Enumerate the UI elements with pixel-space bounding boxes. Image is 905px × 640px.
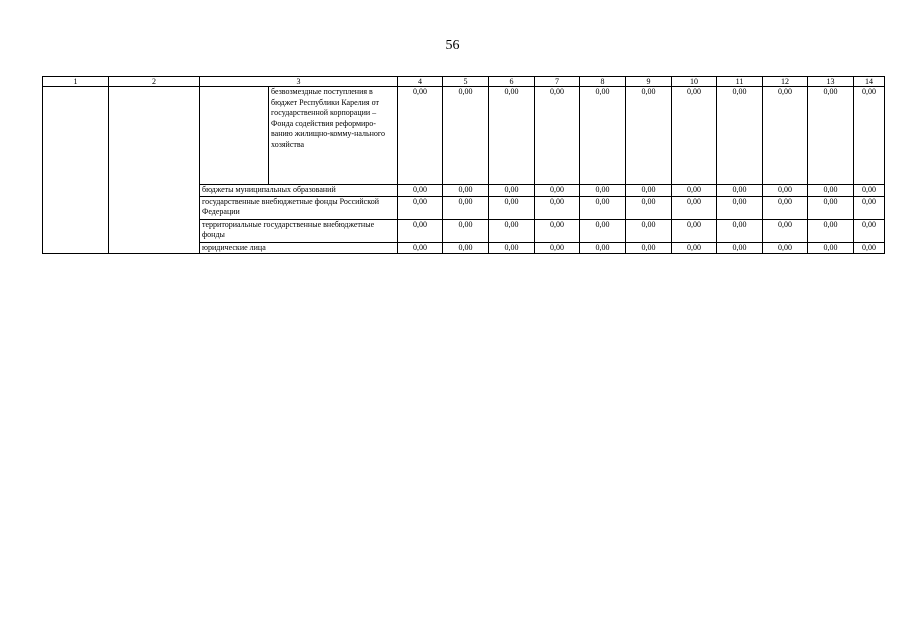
header-cell: 8 (580, 77, 626, 87)
value-cell: 0,00 (808, 87, 854, 185)
row-label: государственные внебюджетные фонды Российской Федерации (200, 196, 398, 219)
value-cell: 0,00 (535, 219, 580, 242)
value-cell: 0,00 (443, 87, 489, 185)
header-cell: 5 (443, 77, 489, 87)
value-cell: 0,00 (854, 219, 885, 242)
value-cell: 0,00 (443, 196, 489, 219)
header-cell: 10 (672, 77, 717, 87)
value-cell: 0,00 (398, 196, 443, 219)
value-cell: 0,00 (489, 185, 535, 197)
value-cell: 0,00 (626, 87, 672, 185)
value-cell: 0,00 (398, 185, 443, 197)
value-cell: 0,00 (763, 219, 808, 242)
value-cell: 0,00 (854, 185, 885, 197)
header-cell: 7 (535, 77, 580, 87)
value-cell: 0,00 (672, 185, 717, 197)
value-cell: 0,00 (398, 242, 443, 254)
row-label: бюджеты муниципальных образований (200, 185, 398, 197)
value-cell: 0,00 (763, 242, 808, 254)
empty-cell (200, 87, 269, 185)
value-cell: 0,00 (808, 196, 854, 219)
value-cell: 0,00 (580, 242, 626, 254)
value-cell: 0,00 (489, 196, 535, 219)
empty-cell (43, 87, 109, 254)
value-cell: 0,00 (808, 219, 854, 242)
header-cell: 11 (717, 77, 763, 87)
value-cell: 0,00 (854, 242, 885, 254)
table-header-row (43, 77, 885, 87)
value-cell: 0,00 (717, 87, 763, 185)
value-cell: 0,00 (672, 196, 717, 219)
value-cell: 0,00 (580, 219, 626, 242)
value-cell: 0,00 (763, 185, 808, 197)
value-cell: 0,00 (535, 242, 580, 254)
value-cell: 0,00 (672, 242, 717, 254)
header-cell: 14 (854, 77, 885, 87)
header-cell: 4 (398, 77, 443, 87)
value-cell: 0,00 (398, 87, 443, 185)
value-cell: 0,00 (854, 196, 885, 219)
value-cell: 0,00 (626, 185, 672, 197)
value-cell: 0,00 (717, 196, 763, 219)
value-cell: 0,00 (443, 242, 489, 254)
row-label: юридические лица (200, 242, 398, 254)
budget-table (42, 76, 885, 254)
value-cell: 0,00 (854, 87, 885, 185)
value-cell: 0,00 (580, 196, 626, 219)
value-cell: 0,00 (717, 219, 763, 242)
value-cell: 0,00 (626, 219, 672, 242)
header-cell: 3 (200, 77, 398, 87)
header-cell: 12 (763, 77, 808, 87)
page-number: 56 (445, 38, 460, 53)
value-cell: 0,00 (489, 219, 535, 242)
header-cell: 6 (489, 77, 535, 87)
header-cell: 2 (109, 77, 200, 87)
value-cell: 0,00 (489, 242, 535, 254)
value-cell: 0,00 (443, 219, 489, 242)
value-cell: 0,00 (626, 242, 672, 254)
value-cell: 0,00 (763, 87, 808, 185)
value-cell: 0,00 (672, 87, 717, 185)
row-label: безвозмездные поступления в бюджет Республики Карелия от государственной корпорации – Фонда содействия реформиро-ванию жилищно-комму-нального хозяйства (269, 87, 398, 185)
empty-cell (109, 87, 200, 254)
header-cell: 9 (626, 77, 672, 87)
value-cell: 0,00 (672, 219, 717, 242)
value-cell: 0,00 (763, 196, 808, 219)
table-row (43, 87, 885, 185)
value-cell: 0,00 (535, 185, 580, 197)
value-cell: 0,00 (808, 185, 854, 197)
value-cell: 0,00 (808, 242, 854, 254)
value-cell: 0,00 (489, 87, 535, 185)
value-cell: 0,00 (443, 185, 489, 197)
value-cell: 0,00 (580, 87, 626, 185)
value-cell: 0,00 (717, 242, 763, 254)
value-cell: 0,00 (626, 196, 672, 219)
header-cell: 13 (808, 77, 854, 87)
row-label: территориальные государственные внебюджетные фонды (200, 219, 398, 242)
value-cell: 0,00 (535, 87, 580, 185)
value-cell: 0,00 (580, 185, 626, 197)
header-cell: 1 (43, 77, 109, 87)
value-cell: 0,00 (398, 219, 443, 242)
value-cell: 0,00 (535, 196, 580, 219)
value-cell: 0,00 (717, 185, 763, 197)
